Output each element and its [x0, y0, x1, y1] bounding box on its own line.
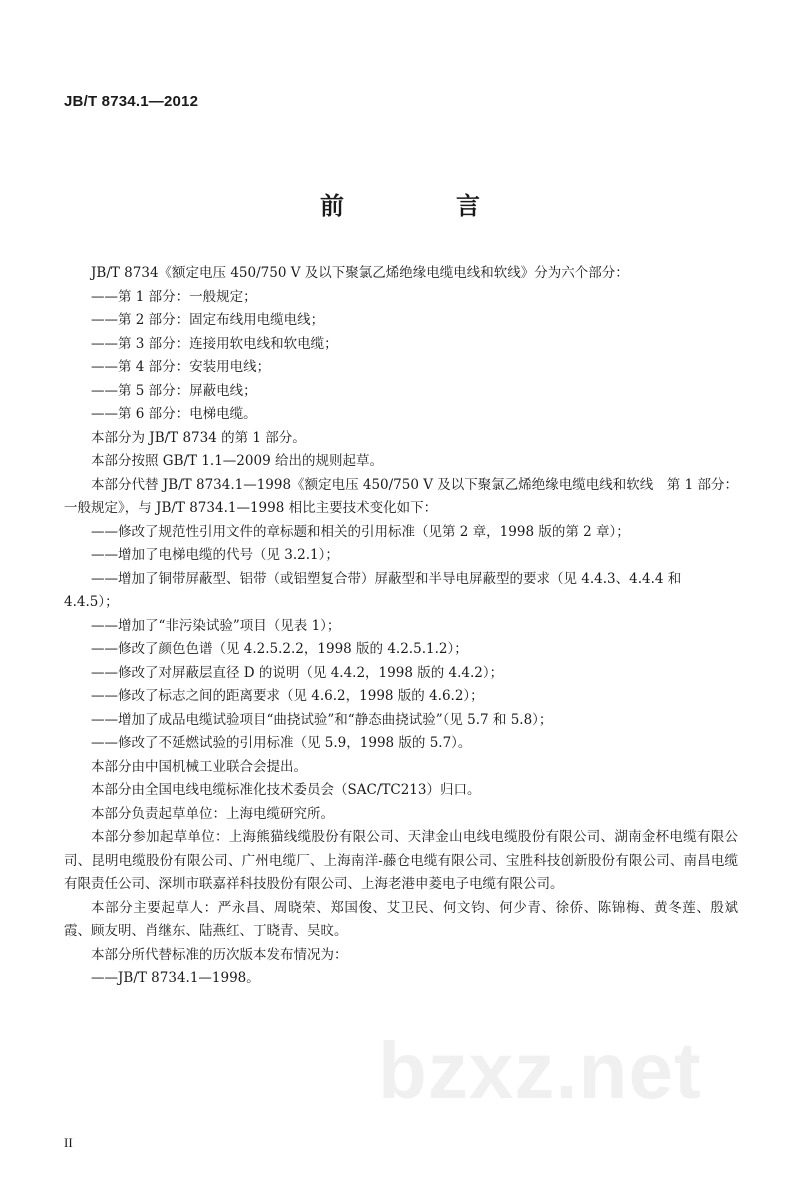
page-title: 前 言	[320, 192, 524, 220]
paragraph: 本部分负责起草单位：上海电缆研究所。	[91, 805, 334, 822]
list-item: ——修改了标志之间的距离要求（见 4.6.2，1998 版的 4.6.2）；	[91, 688, 484, 704]
list-item: ——修改了对屏蔽层直径 D 的说明（见 4.4.2，1998 版的 4.4.2）；	[91, 664, 504, 681]
list-item: ——增加了铜带屏蔽型、铝带（或铝塑复合带）屏蔽型和半导电屏蔽型的要求（见 4.4.3、4.4.4 和 4.4.5）；	[64, 570, 682, 610]
list-item: ——第 2 部分：固定布线用电缆电线；	[91, 312, 325, 328]
paragraph: 本部分所代替标准的历次版本发布情况为：	[91, 946, 348, 963]
list-item: ——第 4 部分：安装用电线；	[91, 359, 271, 375]
paragraph: 本部分按照 GB/T 1.1—2009 给出的规则起草。	[91, 453, 383, 469]
paragraph: JB/T 8734《额定电压 450/750 V 及以下聚氯乙烯绝缘电缆电线和软线》分为六个部分：	[91, 265, 629, 281]
paragraph: 本部分主要起草人：严永昌、周晓荣、郑国俊、艾卫民、何文钧、何少青、徐侨、陈锦梅、黄冬莲、殷斌霞、顾友明、肖继东、陆燕红、丁晓青、吴旼。	[64, 899, 738, 939]
list-item: ——增加了“非污染试验”项目（见表 1）；	[91, 617, 341, 634]
paragraph: 本部分代替 JB/T 8734.1—1998《额定电压 450/750 V 及以下聚氯乙烯绝缘电缆电线和软线 第 1 部分：一般规定》，与 JB/T 8734.1—1998 相比主要技术变化如下：	[64, 476, 738, 516]
list-item: ——增加了成品电缆试验项目“曲挠试验”和“静态曲挠试验”（见 5.7 和 5.8）；	[91, 711, 553, 728]
paragraph: 本部分为 JB/T 8734 的第 1 部分。	[91, 429, 306, 446]
list-item: ——JB/T 8734.1—1998。	[91, 970, 260, 986]
paragraph: 本部分由中国机械工业联合会提出。	[91, 758, 307, 775]
list-item: ——第 5 部分：屏蔽电线；	[91, 382, 257, 399]
page-number: II	[64, 1135, 73, 1150]
watermark: bzxz.net	[378, 1026, 702, 1115]
list-item: ——修改了颜色色谱（见 4.2.5.2.2，1998 版的 4.2.5.1.2）；	[91, 641, 468, 657]
list-item: ——增加了电梯电缆的代号（见 3.2.1）；	[91, 547, 339, 563]
list-item: ——第 3 部分：连接用软电线和软电缆；	[91, 335, 338, 352]
list-item: ——第 1 部分：一般规定；	[91, 288, 257, 305]
list-item: ——修改了规范性引用文件的章标题和相关的引用标准（见第 2 章，1998 版的第 2 章）；	[91, 523, 630, 540]
paragraph: 本部分参加起草单位：上海熊猫线缆股份有限公司、天津金山电线电缆股份有限公司、湖南金杯电缆有限公司、昆明电缆股份有限公司、广州电缆厂、上海南洋-藤仓电缆有限公司、宝胜科技创新股份有限公司、南昌电缆有限责任公司、深圳市联嘉祥科技股份有限公司、上海老港申菱电子电缆有限公司。	[64, 829, 738, 892]
list-item: ——修改了不延燃试验的引用标准（见 5.9，1998 版的 5.7）。	[91, 735, 472, 751]
list-item: ——第 6 部分：电梯电缆。	[91, 406, 257, 422]
paragraph: 本部分由全国电线电缆标准化技术委员会（SAC/TC213）归口。	[91, 782, 481, 798]
foreword-body	[64, 262, 738, 991]
document-number: JB/T 8734.1—2012	[64, 93, 199, 110]
